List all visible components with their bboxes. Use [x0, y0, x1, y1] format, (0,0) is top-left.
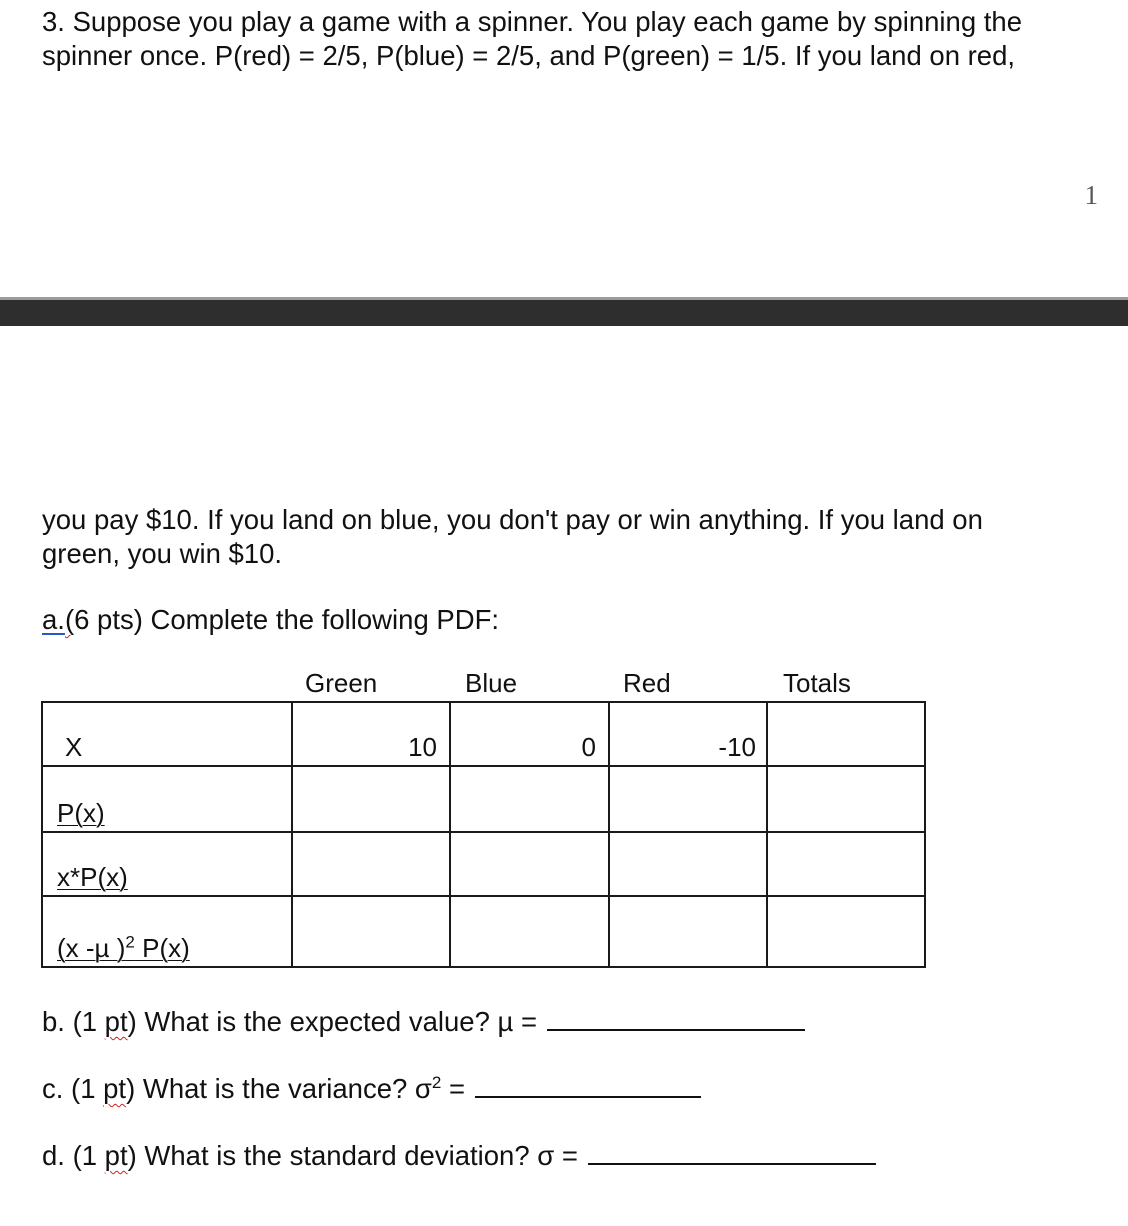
row-label-x: X	[65, 732, 83, 762]
row-label-px: P(x)	[57, 798, 105, 828]
cell-px-blue[interactable]	[450, 766, 609, 832]
cell-px-totals[interactable]	[767, 766, 925, 832]
row-label-cell	[42, 766, 292, 832]
part-c-sup: 2	[431, 1072, 442, 1092]
row-label-cell	[42, 832, 292, 896]
cell-var-blue[interactable]	[450, 896, 609, 967]
cell-var-green[interactable]	[292, 896, 450, 967]
row-label-variance-sup: 2	[125, 932, 135, 952]
part-d	[42, 1137, 876, 1173]
part-c-equals: =	[441, 1073, 466, 1104]
col-header-totals: Totals	[783, 668, 851, 698]
question-line-2: spinner once. P(red) = 2/5, P(blue) = 2/5, and P(green) = 1/5. If you land on red,	[42, 40, 1016, 71]
part-d-prefix: d. (1	[42, 1140, 105, 1171]
question-line-1: 3. Suppose you play a game with a spinner. You play each game by spinning the	[42, 6, 1022, 37]
cell-xpx-totals[interactable]	[767, 832, 925, 896]
cell-value: -10	[718, 732, 756, 762]
table-row-x	[42, 702, 925, 766]
cell-value: 0	[581, 732, 596, 762]
cell-xpx-green[interactable]	[292, 832, 450, 896]
part-b-pt: pt	[104, 1006, 128, 1037]
part-c-text: ) What is the variance? σ	[126, 1073, 432, 1104]
pdf-table	[41, 701, 926, 968]
row-label-variance-end: P(x)	[134, 933, 190, 963]
question-line-4: green, you win $10.	[42, 538, 283, 569]
variance-blank[interactable]	[475, 1070, 701, 1098]
part-a-paren: (	[64, 604, 75, 635]
row-label-xpx: x*P(x)	[57, 862, 128, 892]
part-b	[42, 1003, 805, 1039]
table-row-xpx	[42, 832, 925, 896]
part-b-text: ) What is the expected value? µ =	[127, 1006, 538, 1037]
expected-value-blank[interactable]	[547, 1003, 805, 1031]
part-c-prefix: c. (1	[42, 1073, 104, 1104]
table-row-variance	[42, 896, 925, 967]
part-d-pt: pt	[104, 1140, 128, 1171]
cell-var-red[interactable]	[609, 896, 767, 967]
row-label-cell	[42, 896, 292, 967]
row-label-variance-main: (x -µ )	[57, 933, 126, 963]
part-a-prefix: a.	[42, 604, 65, 635]
std-dev-blank[interactable]	[588, 1137, 876, 1165]
cell-xpx-blue[interactable]	[450, 832, 609, 896]
part-a-text: 6 pts) Complete the following PDF:	[74, 604, 500, 635]
cell-px-red[interactable]	[609, 766, 767, 832]
part-c-pt: pt	[103, 1073, 127, 1104]
part-c	[42, 1070, 701, 1106]
cell-x-red[interactable]	[609, 702, 767, 766]
col-header-blue: Blue	[465, 668, 518, 698]
cell-var-totals[interactable]	[767, 896, 925, 967]
part-d-text: ) What is the standard deviation? σ =	[127, 1140, 578, 1171]
cell-x-blue[interactable]	[450, 702, 609, 766]
part-b-prefix: b. (1	[42, 1006, 105, 1037]
table-row-px	[42, 766, 925, 832]
page-break	[0, 300, 1128, 326]
col-header-green: Green	[305, 668, 378, 698]
cell-value: 10	[408, 732, 437, 762]
cell-x-green[interactable]	[292, 702, 450, 766]
part-a-heading	[42, 603, 499, 637]
page-number: 1	[1084, 180, 1098, 210]
col-header-red: Red	[623, 668, 671, 698]
row-label-cell	[42, 702, 292, 766]
cell-x-totals[interactable]	[767, 702, 925, 766]
row-label-variance	[57, 933, 190, 964]
cell-xpx-red[interactable]	[609, 832, 767, 896]
cell-px-green[interactable]	[292, 766, 450, 832]
question-line-3: you pay $10. If you land on blue, you don't pay or win anything. If you land on	[42, 504, 983, 535]
